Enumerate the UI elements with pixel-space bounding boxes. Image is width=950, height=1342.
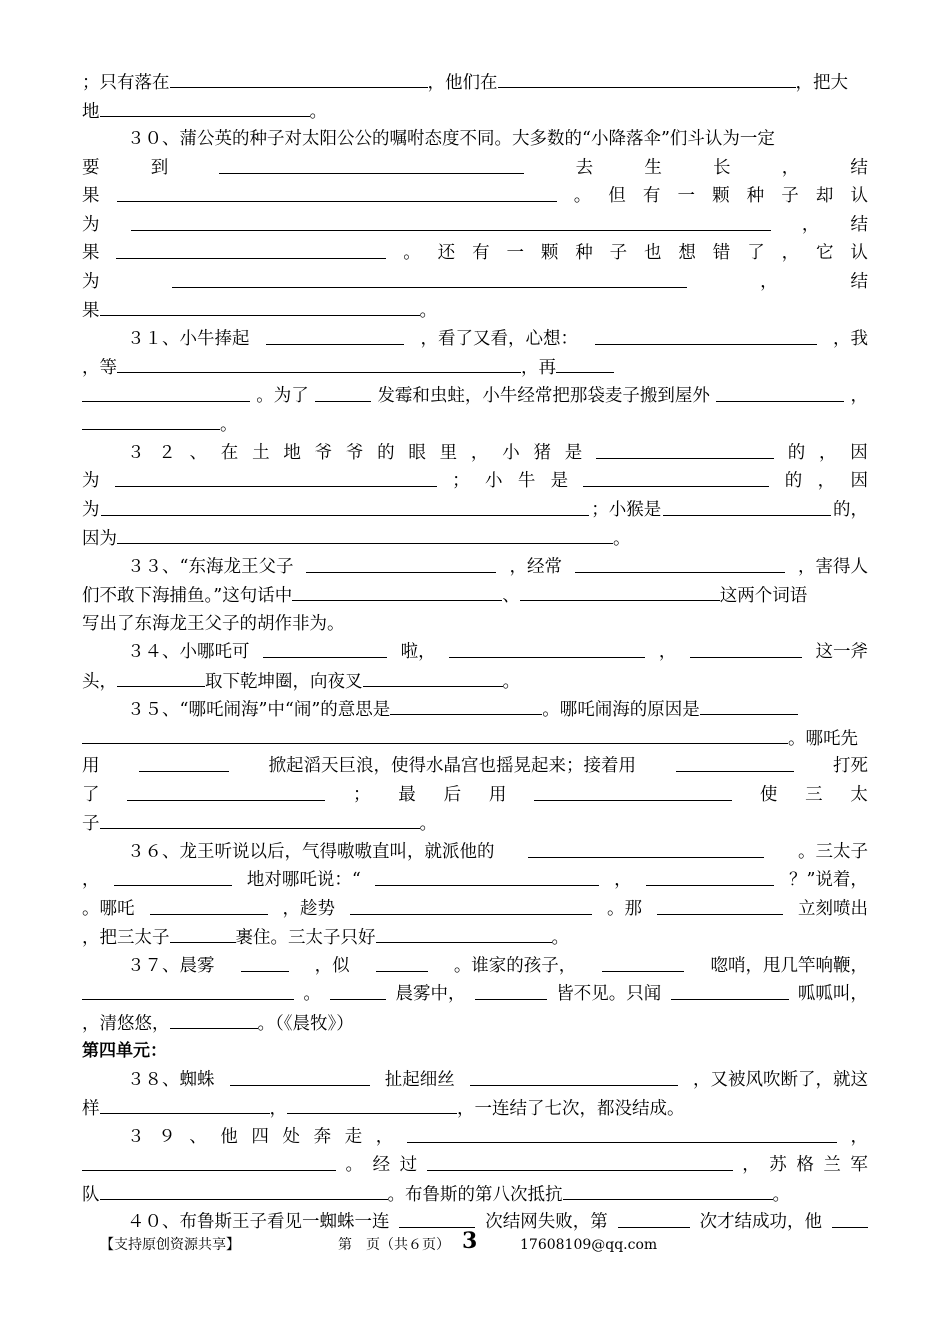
answer-blank[interactable] [832,1208,868,1228]
answer-blank[interactable] [82,1151,336,1171]
q39-line-2: 。 经 过 ， 苏 格 兰 军 [82,1151,868,1180]
footer-email: 17608109@qq.com [520,1237,658,1253]
answer-blank[interactable] [117,667,205,687]
answer-blank[interactable] [263,638,387,658]
answer-blank[interactable] [449,638,645,658]
answer-blank[interactable] [117,524,613,544]
q33-line-3: 写出了东海龙王父子的胡作非为。 [82,613,345,634]
answer-blank[interactable] [657,895,783,915]
q31-line-2: ，等 ，再 [82,353,868,382]
answer-blank[interactable] [716,382,844,402]
q38-line-1: ３８、蜘蛛 扯起细丝 ，又被风吹断了，就这 [82,1066,868,1095]
q30-line-1: ３０、蒲公英的种子对太阳公公的嘱咐态度不同。大多数的“小降落伞”们斗认为一定 [127,129,775,149]
q30-line-6: 为 ， 结 [82,268,868,297]
answer-blank[interactable] [618,1208,690,1228]
answer-blank[interactable] [563,1180,773,1200]
answer-blank[interactable] [241,952,289,972]
answer-blank[interactable] [100,97,310,117]
page-number: 3 [462,1228,478,1254]
answer-blank[interactable] [390,695,542,715]
q37-line-3: ，清悠悠， 。（《晨牧》） [82,1009,868,1038]
answer-blank[interactable] [114,866,232,886]
answer-blank[interactable] [82,382,250,402]
answer-blank[interactable] [363,667,503,687]
answer-blank[interactable] [376,952,428,972]
answer-blank[interactable] [528,838,764,858]
q35-line-2: 。哪吒先 [82,724,868,753]
answer-blank[interactable] [376,923,552,943]
q36-line-1: ３６、龙王听说以后，气得嗷嗷直叫，就派他的 。三太子 [82,838,868,867]
q32-line-3: 为 ；小猴是 的， [82,496,868,525]
q37-line-1: ３７、晨雾 ，似 。谁家的孩子， 唿哨，甩几竿响鞭， [82,952,868,981]
q35-line-3: 用 掀起滔天巨浪，使得水晶宫也摇晃起来；接着用 打死 [82,752,868,781]
q32-line-1: ３ ２ 、 在 土 地 爷 爷 的 眼 里 ， 小 猪 是 的 ， 因 [82,439,868,468]
q32-line-4: 因为 。 [82,524,868,553]
q33-line-1: ３３、“东海龙王父子 ，经常 ，害得人 [82,553,868,582]
answer-blank[interactable] [602,952,684,972]
answer-blank[interactable] [117,182,557,202]
q35-line-4: 了 ； 最 后 用 使 三 太 [82,781,868,810]
q34-line-2: 头， 取下乾坤圈，向夜叉 。 [82,667,868,696]
answer-blank[interactable] [520,581,720,601]
answer-blank[interactable] [330,980,386,1000]
page-footer [100,1228,700,1257]
answer-blank[interactable] [266,325,404,345]
footer-page-info: 第 页（共６页） [338,1237,450,1253]
answer-blank[interactable] [583,467,769,487]
answer-blank[interactable] [230,1066,370,1086]
q39-line-1: ３ ９ 、 他 四 处 奔 走 ， ， [82,1123,868,1152]
answer-blank[interactable] [575,553,785,573]
answer-blank[interactable] [671,980,789,1000]
answer-blank[interactable] [292,581,502,601]
answer-blank[interactable] [82,980,294,1000]
answer-blank[interactable] [82,410,220,430]
q36-line-4: ，把三太子 裹住。三太子只好 。 [82,923,868,952]
q36-line-3: 。哪吒 ，趁势 。那 立刻喷出 [82,895,868,924]
answer-blank[interactable] [470,1066,678,1086]
answer-blank[interactable] [534,781,732,801]
answer-blank[interactable] [116,239,386,259]
answer-blank[interactable] [690,638,802,658]
answer-blank[interactable] [100,1180,388,1200]
answer-blank[interactable] [700,695,798,715]
answer-blank[interactable] [646,866,774,886]
answer-blank[interactable] [115,467,437,487]
q30-line-2: 要 到 去 生 长 ， 结 [82,154,868,183]
unit-heading: 第四单元： [82,1041,167,1061]
q33-line-2: 们不敢下海捕鱼。”这句话中 、 这两个词语 [82,581,868,610]
answer-blank[interactable] [663,496,831,516]
answer-blank[interactable] [427,1151,733,1171]
answer-blank[interactable] [498,68,796,88]
q31-line-1: ３１、小牛捧起 ，看了又看，心想： ，我 [82,325,868,354]
answer-blank[interactable] [82,724,788,744]
answer-blank[interactable] [407,1123,837,1143]
q37-line-2: 。 晨雾中， 皆不见。只闻 呱呱叫， [82,980,868,1009]
answer-blank[interactable] [475,980,547,1000]
answer-blank[interactable] [676,752,794,772]
answer-blank[interactable] [399,1208,475,1228]
q32-line-2: 为 ； 小 牛 是 的 ， 因 [82,467,868,496]
answer-blank[interactable] [375,866,599,886]
answer-blank[interactable] [117,353,521,373]
q29-line-2: 地 。 [82,97,868,126]
q30-line-5: 果 。 还 有 一 颗 种 子 也 想 错 了 ， 它 认 [82,239,868,268]
q29-line-1: ；只有落在 ，他们在 ，把大 [82,68,868,97]
answer-blank[interactable] [350,895,592,915]
worksheet-page [82,68,868,1237]
q30-line-4: 为 ， 结 [82,211,868,240]
answer-blank[interactable] [596,439,774,459]
answer-blank[interactable] [556,353,614,373]
q35-line-5: 子 。 [82,809,868,838]
q31-line-3: 。为了 发霉和虫蛀，小牛经常把那袋麦子搬到屋外 ， [82,382,868,411]
q30-line-7: 果 。 [82,296,868,325]
answer-blank[interactable] [150,895,268,915]
answer-blank[interactable] [170,923,236,943]
q35-line-1: ３５、“哪吒闹海”中“闹”的意思是 。哪吒闹海的原因是 [82,695,868,724]
answer-blank[interactable] [100,1094,270,1114]
q36-line-2: ， 地对哪吒说：“ ， ？”说着， [82,866,868,895]
answer-blank[interactable] [100,809,420,829]
answer-blank[interactable] [170,1009,258,1029]
answer-blank[interactable] [127,781,325,801]
answer-blank[interactable] [315,382,371,402]
answer-blank[interactable] [172,268,687,288]
q34-line-1: ３４、小哪吒可 啦， ， 这一斧 [82,638,868,667]
answer-blank[interactable] [100,296,420,316]
answer-blank[interactable] [219,154,524,174]
q30-line-3: 果 。 但 有 一 颗 种 子 却 认 [82,182,868,211]
answer-blank[interactable] [170,68,428,88]
q40-line-1: ４０、布鲁斯王子看见一蜘蛛一连 次结网失败，第 次才结成功，他 [82,1208,868,1237]
q38-line-2: 样 ， ，一连结了七次，都没结成。 [82,1094,868,1123]
q31-line-4: 。 [82,410,868,439]
answer-blank[interactable] [139,752,229,772]
answer-blank[interactable] [306,553,496,573]
q39-line-3: 队 。布鲁斯的第八次抵抗 。 [82,1180,868,1209]
answer-blank[interactable] [131,211,771,231]
answer-blank[interactable] [287,1094,457,1114]
answer-blank[interactable] [101,496,589,516]
answer-blank[interactable] [595,325,817,345]
footer-slogan: 【支持原创资源共享】 [100,1237,240,1253]
